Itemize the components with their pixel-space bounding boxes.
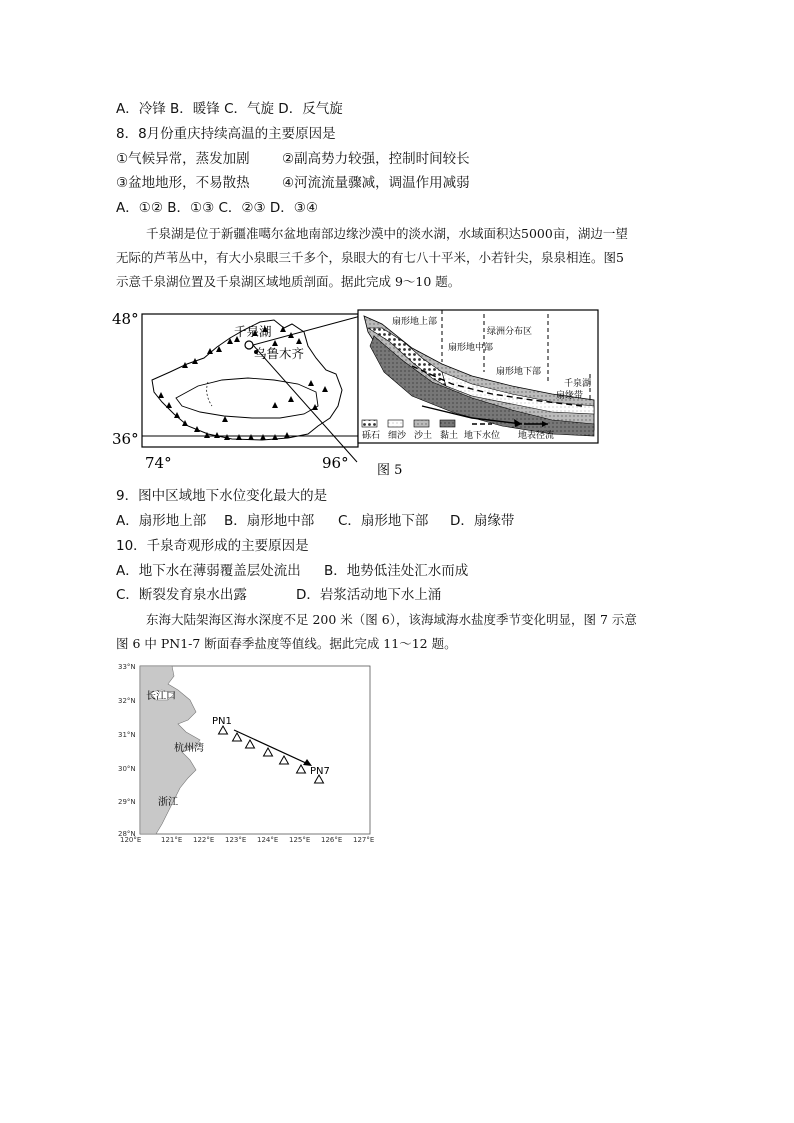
zhejiang-label: 浙江 xyxy=(158,797,178,808)
svg-text:沙土: 沙土 xyxy=(414,431,433,441)
svg-text:30°N: 30°N xyxy=(118,765,136,773)
svg-text:120°E: 120°E xyxy=(120,836,142,844)
q8-item-2: ②副高势力较强，控制时间较长 xyxy=(282,151,470,167)
q8-item-1: ①气候异常，蒸发加剧 xyxy=(116,151,250,167)
figure5-caption: 图 5 xyxy=(377,463,403,478)
figure6 xyxy=(116,660,386,850)
svg-text:31°N: 31°N xyxy=(118,731,136,739)
pn1-label: PN1 xyxy=(212,716,232,727)
qianquan-lake-marker xyxy=(245,341,253,349)
svg-text:124°E: 124°E xyxy=(257,836,279,844)
q8-stem: 8．8月份重庆持续高温的主要原因是 xyxy=(116,126,336,142)
svg-text:29°N: 29°N xyxy=(118,798,136,806)
hangzhou-bay-label: 杭州湾 xyxy=(174,743,204,754)
svg-text:28°N: 28°N xyxy=(118,830,136,838)
q9-stem: 9．图中区域地下水位变化最大的是 xyxy=(116,488,328,504)
lat-36-label: 36° xyxy=(112,430,139,448)
svg-text:125°E: 125°E xyxy=(289,836,311,844)
zone-lake: 千泉湖 xyxy=(564,379,592,389)
svg-text:126°E: 126°E xyxy=(321,836,343,844)
city-label: 乌鲁木齐 xyxy=(254,346,305,361)
passage2-line-2: 图 6 中 PN1-7 断面春季盐度等值线。据此完成 11～12 题。 xyxy=(116,636,457,651)
q10-stem: 10．千泉奇观形成的主要原因是 xyxy=(116,538,309,554)
svg-text:黏土: 黏土 xyxy=(440,431,459,441)
svg-text:127°E: 127°E xyxy=(353,836,375,844)
zone-upper: 扇形地上部 xyxy=(392,317,438,327)
q10-option-d: D．岩浆活动地下水上涌 xyxy=(296,587,442,603)
q8-item-4: ④河流流量骤减，调温作用减弱 xyxy=(282,175,470,191)
svg-text:地表径流: 地表径流 xyxy=(518,431,555,441)
passage1-line-1: 千泉湖是位于新疆准噶尔盆地南部边缘沙漠中的淡水湖，水域面积达5000亩，湖边一望 xyxy=(146,226,628,241)
mountain-symbols xyxy=(158,326,328,440)
q9-option-a: A．扇形地上部 xyxy=(116,513,207,529)
q7-options: A．冷锋 B．暖锋 C．气旋 D．反气旋 xyxy=(116,101,343,117)
lon-74-label: 74° xyxy=(145,454,172,472)
q9-option-d: D．扇缘带 xyxy=(450,513,515,529)
svg-text:砾石: 砾石 xyxy=(362,431,381,441)
tarim-outline xyxy=(176,378,318,418)
svg-text:32°N: 32°N xyxy=(118,697,136,705)
svg-text:122°E: 122°E xyxy=(193,836,215,844)
svg-text:地下水位: 地下水位 xyxy=(464,431,501,441)
q9-option-b: B．扇形地中部 xyxy=(224,513,315,529)
zone-lower: 扇形地下部 xyxy=(496,367,542,377)
q9-option-c: C．扇形地下部 xyxy=(338,513,429,529)
svg-text:121°E: 121°E xyxy=(161,836,183,844)
q10-option-c: C．断裂发育泉水出露 xyxy=(116,587,247,603)
pn7-label: PN7 xyxy=(310,766,330,777)
zone-oasis: 绿洲分布区 xyxy=(487,327,533,337)
svg-text:33°N: 33°N xyxy=(118,663,136,671)
zone-fan-edge: 扇缘带 xyxy=(556,391,584,401)
q8-item-3: ③盆地地形，不易散热 xyxy=(116,175,250,191)
passage1-line-2: 无际的芦苇丛中，有大小泉眼三千多个，泉眼大的有七八十平米，小若针尖，泉泉相连。图5 xyxy=(116,250,624,265)
lake-label: 千泉湖 xyxy=(234,324,272,339)
lon-96-label: 96° xyxy=(322,454,349,472)
zone-middle: 扇形地中部 xyxy=(448,343,494,353)
changjiang-label: 长江口 xyxy=(146,691,176,702)
q10-option-b: B．地势低洼处汇水而成 xyxy=(324,563,469,579)
passage1-line-3: 示意千泉湖位置及千泉湖区域地质剖面。据此完成 9～10 题。 xyxy=(116,274,461,289)
q8-options: A．①② B．①③ C．②③ D．③④ xyxy=(116,200,319,216)
passage2-line-1: 东海大陆架海区海水深度不足 200 米（图 6），该海域海水盐度季节变化明显，图 7 示意 xyxy=(146,612,637,627)
lat-48-label: 48° xyxy=(112,310,139,328)
figure5 xyxy=(112,302,612,480)
svg-text:123°E: 123°E xyxy=(225,836,247,844)
svg-text:细沙: 细沙 xyxy=(388,431,407,441)
q10-option-a: A．地下水在薄弱覆盖层处流出 xyxy=(116,563,301,579)
